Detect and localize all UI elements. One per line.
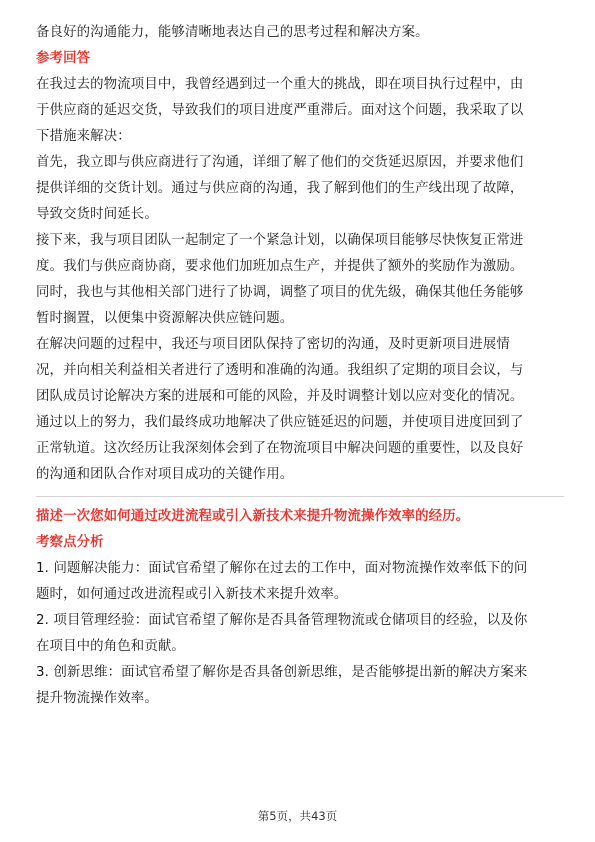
answer-line: 正常轨道。这次经历让我深刻体会到了在物流项目中解决问题的重要性，以及良好 [36,441,524,456]
answer-line: 于供应商的延迟交货，导致我们的项目进度严重滞后。面对这个问题，我采取了以 [36,103,524,118]
page-content [36,20,564,712]
analysis-heading: 考察点分析 [36,535,104,550]
answer-line: 团队成员讨论解决方案的进展和可能的风险，并及时调整计划以应对变化的情况。 [36,389,524,404]
question-title: 描述一次您如何通过改进流程或引入新技术来提升物流操作效率的经历。 [36,509,470,524]
answer-body [36,72,564,488]
analysis-line: 2. 项目管理经验：面试官希望了解你是否具备管理物流或仓储项目的经验，以及你 [36,613,528,628]
answer-line: 首先，我立即与供应商进行了沟通，详细了解了他们的交货延迟原因，并要求他们 [36,155,524,170]
answer-line: 度。我们与供应商协商，要求他们加班加点生产，并提供了额外的奖励作为激励。 [36,259,524,274]
analysis-body [36,556,564,712]
analysis-line: 3. 创新思维：面试官希望了解你是否具备创新思维，是否能够提出新的解决方案来 [36,665,528,680]
answer-line: 接下来，我与项目团队一起制定了一个紧急计划，以确保项目能够尽快恢复正常进 [36,233,524,248]
answer-line: 导致交货时间延长。 [36,207,158,222]
answer-heading: 参考回答 [36,51,91,66]
answer-line: 同时，我也与其他相关部门进行了协调，调整了项目的优先级，确保其他任务能够 [36,285,524,300]
answer-line: 况，并向相关利益相关者进行了透明和准确的沟通。我组织了定期的项目会议，与 [36,363,524,378]
answer-line: 在解决问题的过程中，我还与项目团队保持了密切的沟通，及时更新项目进展情 [36,337,510,352]
answer-line: 下措施来解决： [36,129,131,144]
answer-line: 通过以上的努力，我们最终成功地解决了供应链延迟的问题，并使项目进度回到了 [36,415,524,430]
answer-line: 提供详细的交货计划。通过与供应商的沟通，我了解到他们的生产线出现了故障， [36,181,524,196]
section-divider [36,496,564,497]
answer-line: 在我过去的物流项目中，我曾经遇到过一个重大的挑战，即在项目执行过程中，由 [36,77,524,92]
analysis-line: 提升物流操作效率。 [36,691,158,706]
intro-line: 备良好的沟通能力，能够清晰地表达自己的思考过程和解决方案。 [36,25,429,40]
analysis-line: 在项目中的角色和贡献。 [36,639,185,654]
page-number: 第5页，共43页 [257,809,338,823]
analysis-line: 题时，如何通过改进流程或引入新技术来提升效率。 [36,587,348,602]
answer-line: 暂时搁置，以便集中资源解决供应链问题。 [36,311,294,326]
answer-line: 的沟通和团队合作对项目成功的关键作用。 [36,467,294,482]
analysis-line: 1. 问题解决能力：面试官希望了解你在过去的工作中，面对物流操作效率低下的问 [36,561,528,576]
